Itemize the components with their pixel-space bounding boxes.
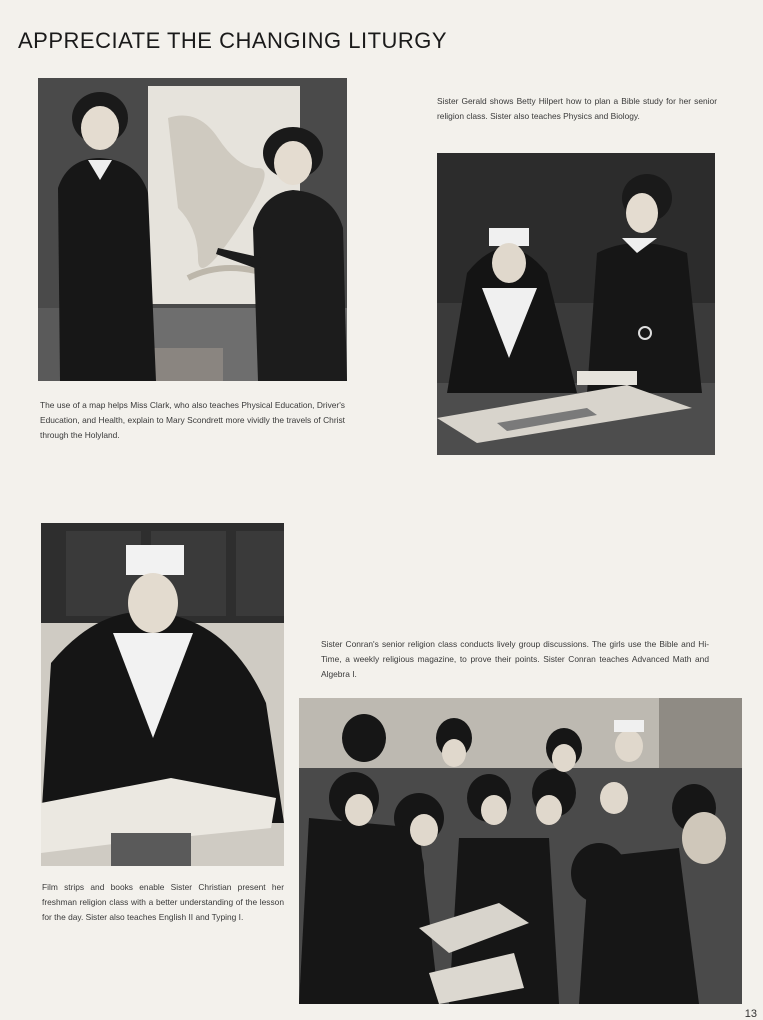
map-photo <box>38 78 347 381</box>
map-caption: The use of a map helps Miss Clark, who also teaches Physical Education, Driver's Education, and Health, explain to Mary Scondrett more vividly the travels of Christ through the Holyland. <box>40 400 345 440</box>
classroom-photo <box>299 698 742 1004</box>
page-number: 13 <box>744 1008 757 1020</box>
bible-study-caption: Sister Gerald shows Betty Hilpert how to plan a Bible study for her senior religion class. Sister also teaches Physics and Biology. <box>437 96 717 121</box>
page-title: APPRECIATE THE CHANGING LITURGY <box>18 28 448 53</box>
group-discussion-caption: Sister Conran's senior religion class conducts lively group discussions. The girls use the Bible and Hi-Time, a weekly religious magazine, to prove their points. Sister Conran teaches Advanced Math and Algebra I. <box>321 639 709 679</box>
bible-study-photo <box>437 153 715 455</box>
film-strips-caption: Film strips and books enable Sister Christian present her freshman religion class with a better understanding of the lesson for the day. Sister also teaches English II and Typing I. <box>42 882 284 922</box>
sister-portrait-photo <box>41 523 284 866</box>
